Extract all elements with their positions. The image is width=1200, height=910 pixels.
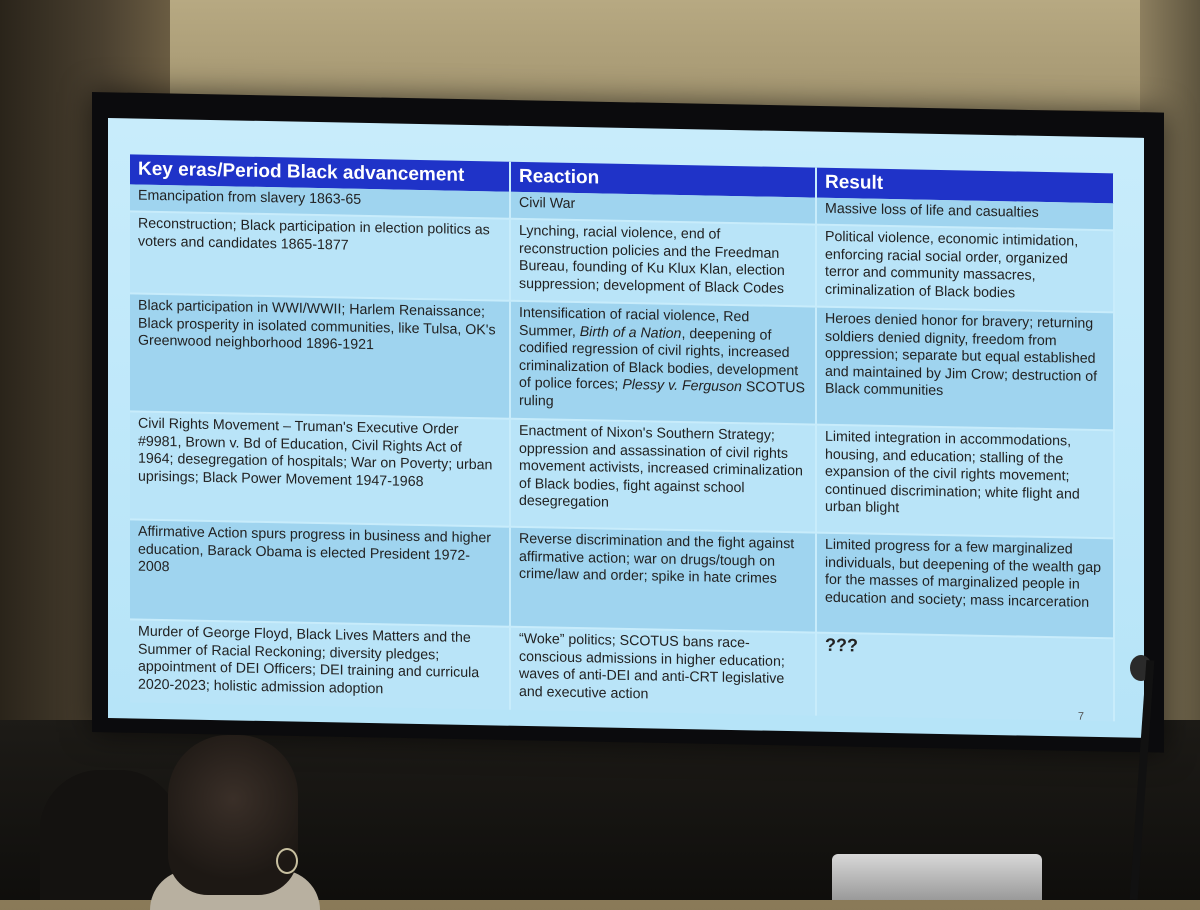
result-cell: Massive loss of life and casualties <box>816 198 1114 231</box>
header-result: Result <box>816 168 1114 204</box>
result-cell: Heroes denied honor for bravery; returning soldiers denied dignity, freedom from oppression; separate but equal established and maintained by Jim Crow; destruction of Black communities <box>816 307 1114 431</box>
reaction-cell: “Woke” politics; SCOTUS bans race-conscious admissions in higher education; waves of anti-DEI and anti-CRT legislative and executive action <box>510 627 816 716</box>
reaction-cell <box>510 301 816 425</box>
era-cell: Reconstruction; Black participation in election politics as voters and candidates 1865-1877 <box>130 211 510 300</box>
result-cell: Limited progress for a few marginalized individuals, but deepening of the wealth gap for the masses of marginalized people in education and society; mass incarceration <box>816 533 1114 639</box>
slide-page-number: 7 <box>1077 710 1084 723</box>
era-cell: Emancipation from slavery 1863-65 <box>130 184 510 218</box>
audience-member-head <box>168 735 298 895</box>
earring <box>276 848 298 874</box>
presentation-slide <box>108 118 1144 738</box>
reaction-text-part: SCOTUS ruling <box>519 379 805 410</box>
result-cell: ??? <box>816 633 1114 722</box>
era-cell: Affirmative Action spurs progress in business and higher education, Barack Obama is elected President 1972-2008 <box>130 519 510 626</box>
reaction-text-part: , deepening of codified regression of civil rights, increased criminalization of Black bodies, development of police forces; <box>519 325 799 393</box>
era-cell: Black participation in WWI/WWII; Harlem Renaissance; Black prosperity in isolated communities, like Tulsa, OK's Greenwood neighborhood 1896-1921 <box>130 293 510 418</box>
reaction-cell: Lynching, racial violence, end of reconstruction policies and the Freedman Bureau, founding of Ku Klux Klan, election suppression; development of Black Codes <box>510 219 816 307</box>
wall-top <box>170 0 1200 110</box>
reaction-italic-title: Birth of a Nation <box>579 323 682 342</box>
table-row <box>130 293 1114 430</box>
result-cell: Limited integration in accommodations, housing, and education; stalling of the expansion of the civil rights movement; continued discrimination; white flight and urban blight <box>816 425 1114 539</box>
header-reaction: Reaction <box>510 162 816 198</box>
era-cell: Murder of George Floyd, Black Lives Matters and the Summer of Racial Reckoning; diversity pledges; appointment of DEI Officers; DEI training and curricula 2020-2023; holistic admission adoption <box>130 619 510 709</box>
era-cell: Civil Rights Movement – Truman's Executive Order #9981, Brown v. Bd of Education, Civil Rights Act of 1964; desegregation of hospitals; War on Poverty; urban uprisings; Black Power Movement 1947-1968 <box>130 411 510 526</box>
table-row <box>130 619 1114 721</box>
header-eras: Key eras/Period Black advancement <box>130 154 510 191</box>
result-cell: Political violence, economic intimidation, enforcing racial social order, organized terror and community massacres, criminalization of Black bodies <box>816 225 1114 313</box>
eras-table <box>130 154 1115 721</box>
reaction-italic-case: Plessy v. Ferguson <box>622 376 742 396</box>
table-row <box>130 411 1114 538</box>
reaction-cell: Enactment of Nixon's Southern Strategy; oppression and assassination of civil rights movement activists, increased criminalization of Black bodies, fight against school desegregation <box>510 419 816 533</box>
reaction-cell: Civil War <box>510 192 816 225</box>
reaction-text-part: Intensification of racial violence, Red Summer, <box>519 304 750 340</box>
audience-member-silhouette <box>40 770 180 900</box>
table-row <box>130 519 1114 638</box>
reaction-cell: Reverse discrimination and the fight against affirmative action; war on drugs/tough on crime/law and order; spike in hate crimes <box>510 527 816 633</box>
projector <box>832 854 1042 900</box>
